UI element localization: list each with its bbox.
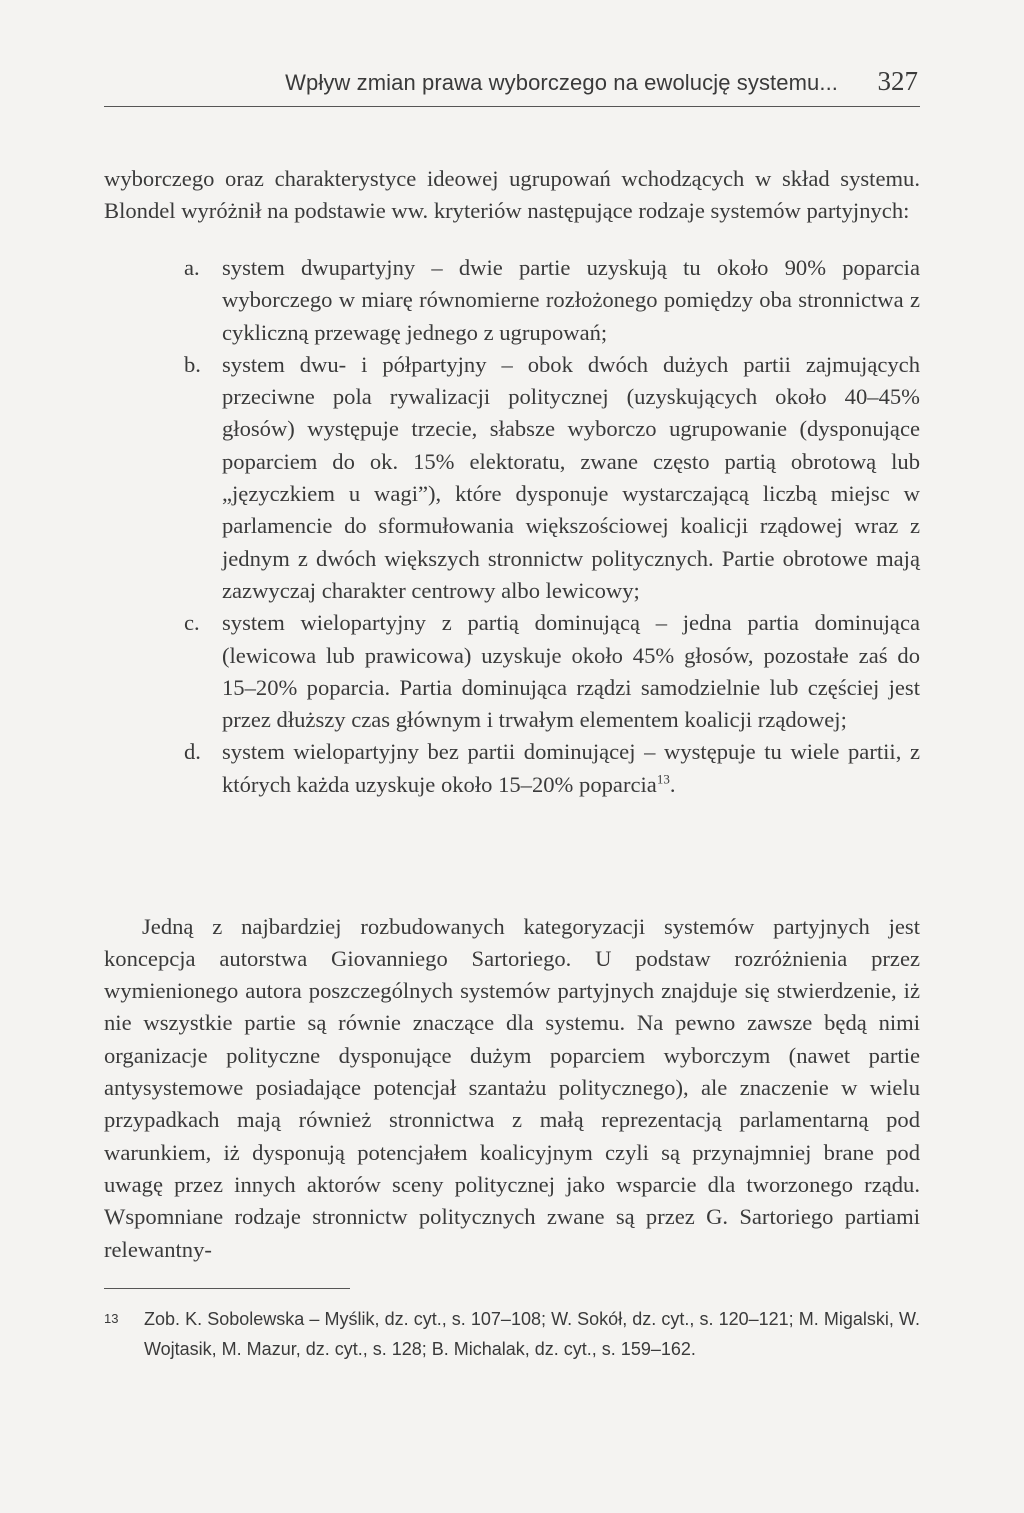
footnote-reference[interactable]: 13 [656, 771, 670, 787]
list-marker: b. [184, 351, 201, 377]
list-item-text: system dwupartyjny – dwie partie uzyskują tu około 90% poparcia wyborczego w miarę równomierne rozłożonego pomiędzy oba stronnictwa z cykliczną przewagę jednego z ugrupowań; [222, 255, 920, 345]
list-item [104, 736, 920, 801]
list-item [104, 607, 920, 736]
party-systems-list [104, 252, 920, 801]
list-item [104, 349, 920, 607]
list-marker: c. [184, 610, 200, 636]
list-marker: d. [184, 739, 201, 765]
list-item-text: system wielopartyjny z partią dominującą – jedna partia dominująca (lewicowa lub prawicowa) uzyskuje około 45% głosów, pozostałe zaś do 15–20% poparcia. Partia dominująca rządzi samodzielnie lub częściej jest przez dłuższy czas głównym i trwałym elementem koalicji rządowej; [222, 610, 920, 733]
list-item-text: system wielopartyjny bez partii dominującej – występuje tu wiele partii, z których każda uzyskuje około 15–20% poparcia [222, 739, 920, 797]
footnote-number: 13 [104, 1311, 119, 1326]
page-number: 327 [877, 66, 918, 96]
list-marker: a. [184, 255, 200, 280]
intro-paragraph: wyborczego oraz charakterystyce ideowej ugrupowań wchodzących w skład systemu. Blondel wyróżnił na podstawie ww. kryteriów następujące rodzaje systemów partyjnych: [104, 165, 920, 223]
running-header-title: Wpływ zmian prawa wyborczego na ewolucję systemu... [285, 70, 838, 95]
body-paragraph: Jedną z najbardziej rozbudowanych kategoryzacji systemów partyjnych jest koncepcja autorstwa Giovanniego Sartoriego. U podstaw rozróżnienia przez wymienionego autora poszczególnych systemów partyjnych znajduje się stwierdzenie, iż nie wszystkie partie są równie znaczące dla systemu. Na pewno zawsze będą nimi organizacje polityczne dysponujące dużym poparciem wyborczym (nawet partie antysystemowe posiadające potencjał szantażu politycznego), ale znaczenie w wielu przypadkach mają również stronnictwa z małą reprezentacją parlamentarną pod warunkiem, iż dysponują potencjałem koalicyjnym czyli są przynajmniej brane pod uwagę przez innych aktorów sceny politycznej jako wsparcie dla tworzonego rządu. Wspomniane rodzaje stronnictw politycznych zwane są przez G. Sartoriego partiami relewantny- [104, 913, 920, 1262]
list-item-tail: . [669, 771, 676, 797]
list-item-text: system dwu- i półpartyjny – obok dwóch dużych partii zajmujących przeciwne pola rywalizacji politycznej (uzyskujących około 40–45% głosów) występuje trzecie, słabsze wyborczo ugrupowanie (dysponujące poparciem do ok. 15% elektoratu, zwane często partią obrotową lub „języczkiem u wagi”), które dysponuje wystarczającą liczbą miejsc w parlamencie do sformułowania większościowej koalicji rządowej wraz z jednym z dwóch większych stronnictw politycznych. Partie obrotowe mają zazwyczaj charakter centrowy albo lewicowy; [222, 351, 920, 603]
footnote [104, 1304, 920, 1364]
footnote-text: Zob. K. Sobolewska – Myślik, dz. cyt., s. 107–108; W. Sokół, dz. cyt., s. 120–121; M. Migalski, W. Wojtasik, M. Mazur, dz. cyt., s. 128; B. Michalak, dz. cyt., s. 159–162. [144, 1309, 920, 1359]
running-header [104, 66, 920, 107]
list-item [104, 252, 920, 349]
footnote-divider [104, 1288, 350, 1289]
